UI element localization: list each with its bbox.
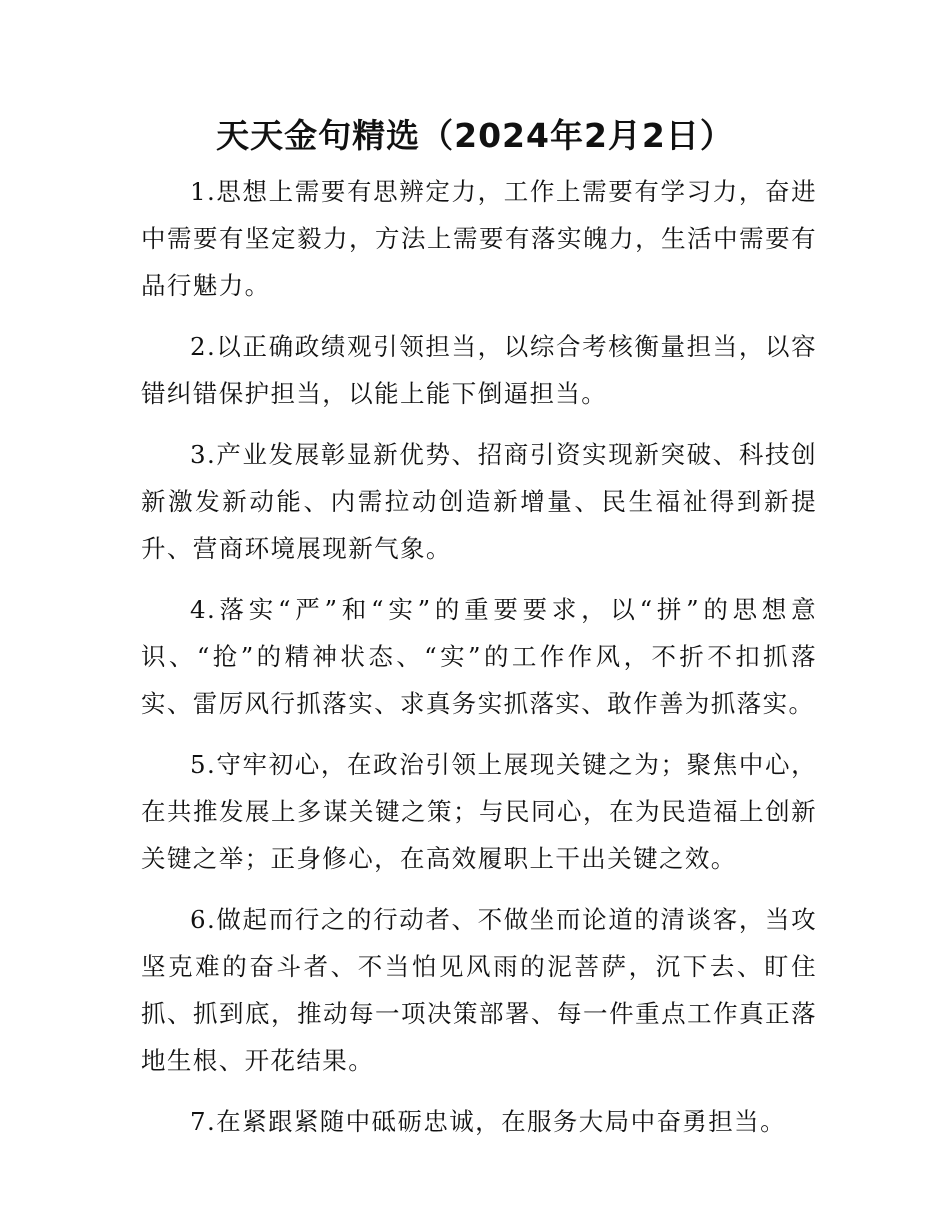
quote-item-7: 7.在紧跟紧随中砥砺忠诚，在服务大局中奋勇担当。	[190, 1107, 786, 1136]
quote-list	[141, 168, 817, 1159]
page-title: 天天金句精选（2024年2月2日）	[216, 116, 734, 155]
quote-item-2: 2.以正确政绩观引领担当，以综合考核衡量担当，以容错纠错保护担当，以能上能下倒逼担当。	[141, 332, 817, 408]
quote-item-6: 6.做起而行之的行动者、不做坐而论道的清谈客，当攻坚克难的奋斗者、不当怕见风雨的泥菩萨，沉下去、盯住抓、抓到底，推动每一项决策部署、每一件重点工作真正落地生根、开花结果。	[141, 905, 817, 1075]
quote-item-1: 1.思想上需要有思辨定力，工作上需要有学习力，奋进中需要有坚定毅力，方法上需要有落实魄力，生活中需要有品行魅力。	[141, 177, 817, 300]
quote-item-3: 3.产业发展彰显新优势、招商引资实现新突破、科技创新激发新动能、内需拉动创造新增量、民生福祉得到新提升、营商环境展现新气象。	[141, 440, 817, 563]
quote-item-4: 4.落实“严”和“实”的重要要求，以“拼”的思想意识、“抢”的精神状态、“实”的工作作风，不折不扣抓落实、雷厉风行抓落实、求真务实抓落实、敢作善为抓落实。	[141, 595, 817, 718]
quote-item-5: 5.守牢初心，在政治引领上展现关键之为；聚焦中心，在共推发展上多谋关键之策；与民同心，在为民造福上创新关键之举；正身修心，在高效履职上干出关键之效。	[141, 750, 817, 873]
